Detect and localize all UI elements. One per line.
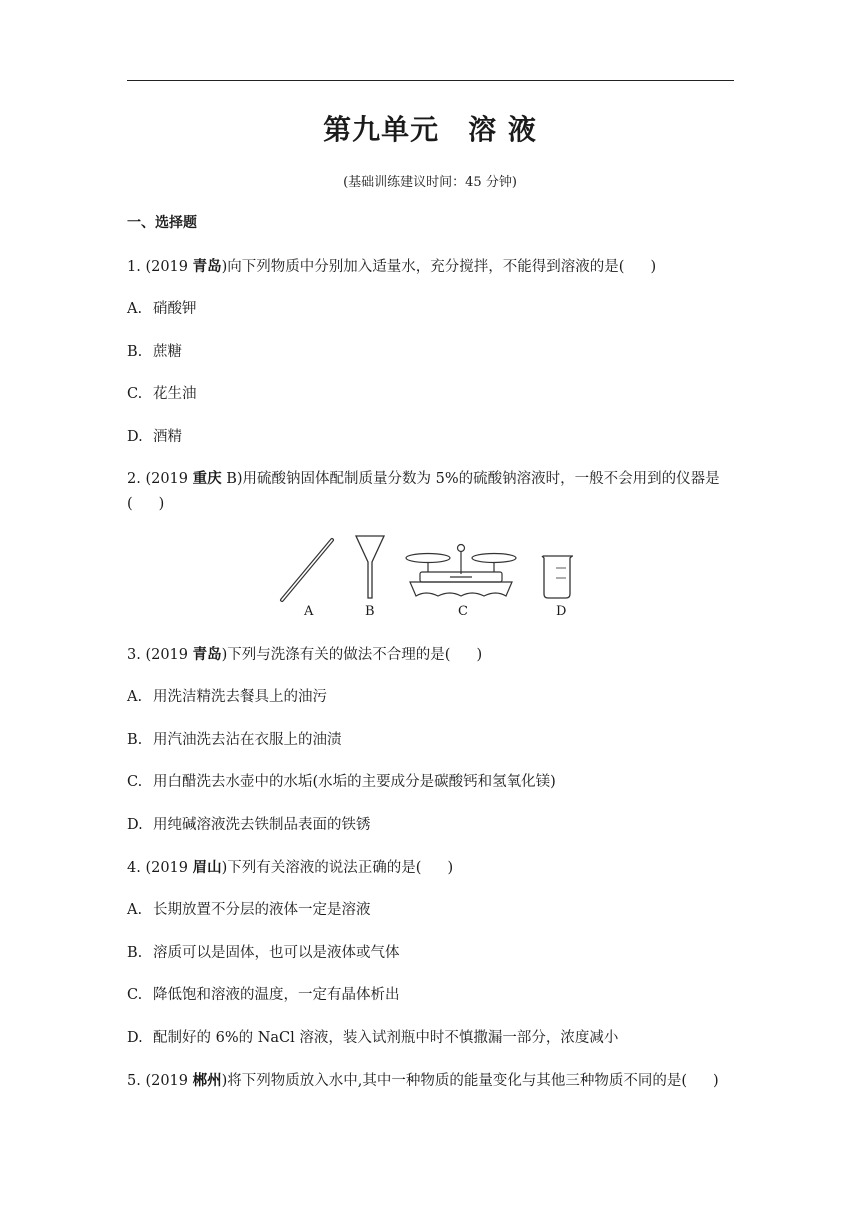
figure-label-b: B [365,604,375,619]
option-a: A. 用洗洁精洗去餐具上的油污 [127,689,327,705]
page-title: 第九单元 溶 液 [323,113,537,146]
header-rule [127,80,734,81]
figure-label-c: C [458,604,468,619]
option-c: C. 花生油 [127,386,197,402]
question-2-answer-paren: ( ) [127,496,165,512]
option-b: B. 用汽油洗去沾在衣服上的油渍 [127,732,342,748]
question-number: 3. ( [127,647,152,663]
question-3 [127,643,482,664]
question-source: 重庆 [192,471,222,487]
question-2 [127,467,720,488]
question-year: 2019 [151,860,193,876]
answer-close: ) [713,1073,719,1089]
option-d: D. 酒精 [127,429,182,445]
glass-rod-icon [282,540,332,600]
question-text: )向下列物质中分别加入适量水，充分搅拌，不能得到溶液的是( [221,259,625,275]
page-subtitle: (基础训练建议时间：45 分钟) [343,175,517,190]
question-text: )下列与洗涤有关的做法不合理的是( [221,647,451,663]
question-text: )下列有关溶液的说法正确的是( [221,860,422,876]
lab-instruments-figure [270,532,590,624]
option-a: A. 长期放置不分层的液体一定是溶液 [127,902,371,918]
answer-close: ) [447,860,454,876]
question-source: 眉山 [192,860,222,876]
question-text: )将下列物质放入水中,其中一种物质的能量变化与其他三种物质不同的是( [221,1073,688,1089]
question-5 [127,1069,719,1090]
option-d: D. 用纯碱溶液洗去铁制品表面的铁锈 [127,817,371,833]
balance-scale-icon [406,545,516,597]
option-c: C. 降低饱和溶液的温度，一定有晶体析出 [127,987,400,1003]
question-number: 4. ( [127,860,152,876]
question-1 [127,255,656,276]
option-b: B. 蔗糖 [127,344,182,360]
question-number: 1. ( [127,259,152,275]
question-source: 青岛 [192,259,222,275]
section-title: 一、选择题 [127,215,197,231]
question-text: B)用硫酸钠固体配制质量分数为 5%的硫酸钠溶液时，一般不会用到的仪器是 [221,471,720,487]
question-number: 5. ( [127,1073,152,1089]
option-b: B. 溶质可以是固体，也可以是液体或气体 [127,945,400,961]
figure-label-d: D [556,604,567,619]
question-year: 2019 [151,259,193,275]
figure-label-a: A [304,604,314,619]
answer-close: ) [650,259,657,275]
question-number: 2. ( [127,471,152,487]
question-year: 2019 [151,471,193,487]
beaker-icon [542,556,573,598]
question-year: 2019 [151,647,193,663]
option-d: D. 配制好的 6%的 NaCl 溶液，装入试剂瓶中时不慎撒漏一部分，浓度减小 [127,1030,619,1046]
question-4 [127,856,453,877]
answer-close: ) [476,647,483,663]
option-c: C. 用白醋洗去水壶中的水垢(水垢的主要成分是碳酸钙和氢氧化镁) [127,774,556,790]
question-source: 郴州 [192,1073,222,1089]
funnel-icon [356,536,384,598]
option-a: A. 硝酸钾 [127,301,197,317]
question-source: 青岛 [192,647,222,663]
question-year: 2019 [151,1073,193,1089]
